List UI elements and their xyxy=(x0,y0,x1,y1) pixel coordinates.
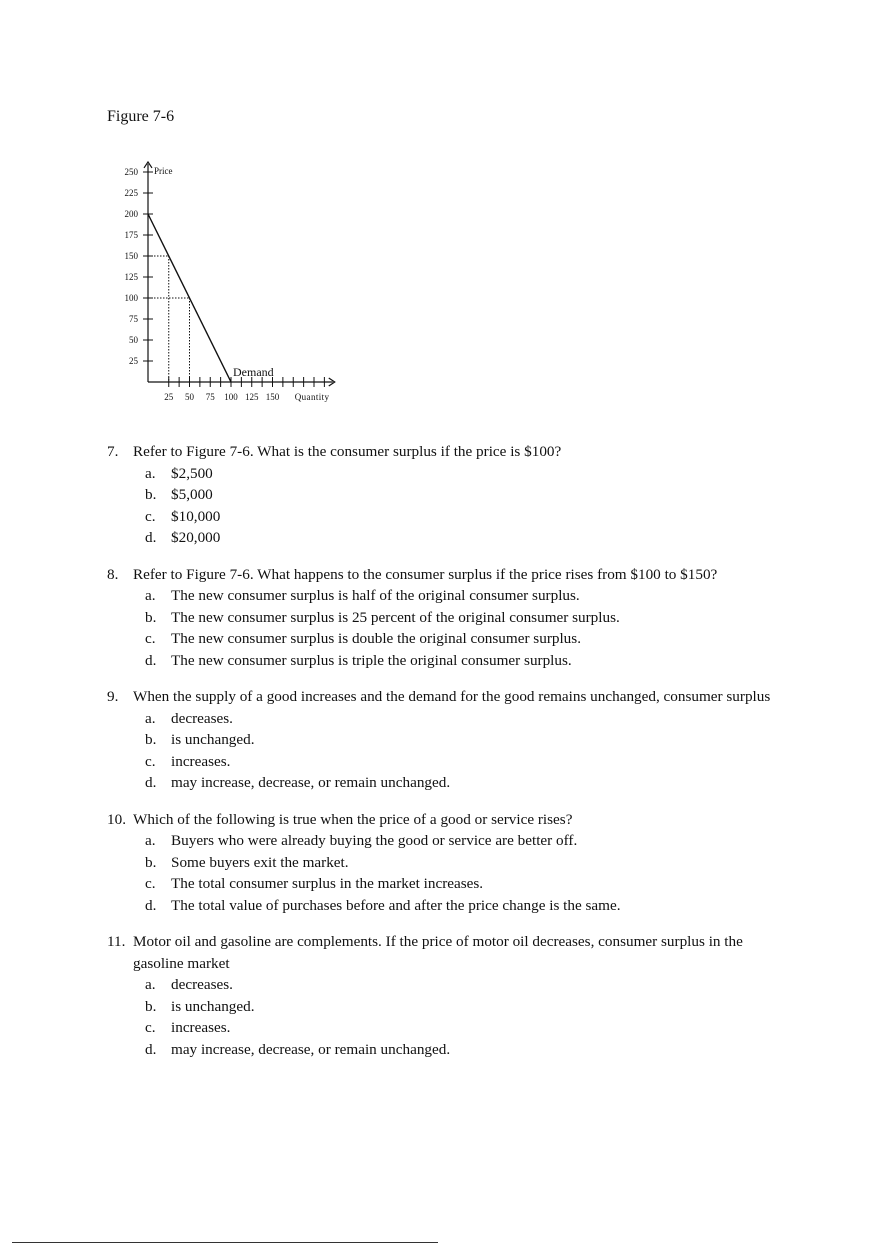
answer-option xyxy=(145,506,777,528)
question-9 xyxy=(107,686,777,794)
option-text: increases. xyxy=(171,752,231,770)
question-stem xyxy=(107,809,777,831)
answer-option xyxy=(145,708,777,730)
option-text: The new consumer surplus is double the original consumer surplus. xyxy=(171,630,581,647)
answer-options xyxy=(107,463,777,549)
option-letter: b. xyxy=(145,997,157,1015)
answer-options xyxy=(107,585,777,671)
y-tick-label: 175 xyxy=(124,230,138,240)
option-text: may increase, decrease, or remain unchanged. xyxy=(171,1040,451,1058)
question-text: Motor oil and gasoline are complements. If the price of motor oil decreases, consumer surplus in the gasoline market xyxy=(133,933,743,972)
option-letter: a. xyxy=(145,464,156,482)
y-axis-label: Price xyxy=(154,165,173,176)
demand-chart xyxy=(100,138,360,418)
option-text: increases. xyxy=(171,1019,231,1036)
answer-option xyxy=(145,830,777,852)
demand-label: Demand xyxy=(233,365,274,379)
option-text: The new consumer surplus is 25 percent of the original consumer surplus. xyxy=(171,608,620,626)
y-tick-label: 75 xyxy=(129,314,138,324)
option-letter: d. xyxy=(145,1040,157,1058)
question-number: 11. xyxy=(107,933,126,950)
option-text: is unchanged. xyxy=(171,997,255,1015)
answer-option xyxy=(145,1039,777,1061)
option-text: The total value of purchases before and after the price change is the same. xyxy=(171,896,621,914)
answer-option xyxy=(145,1017,777,1039)
question-number: 7. xyxy=(107,443,119,460)
answer-option xyxy=(145,974,777,996)
option-text: $2,500 xyxy=(171,464,213,482)
option-letter: d. xyxy=(145,529,157,546)
option-letter: a. xyxy=(145,709,156,727)
x-tick-label: 100 xyxy=(224,392,238,402)
answer-option xyxy=(145,873,777,895)
option-text: The new consumer surplus is triple the original consumer surplus. xyxy=(171,651,572,669)
option-text: $10,000 xyxy=(171,507,221,525)
option-letter: c. xyxy=(145,507,156,525)
answer-option xyxy=(145,772,777,794)
answer-option xyxy=(145,852,777,874)
answer-option xyxy=(145,996,777,1018)
answer-option xyxy=(145,628,777,650)
option-text: decreases. xyxy=(171,976,233,993)
y-tick-label: 150 xyxy=(124,251,138,261)
x-tick-label: 75 xyxy=(205,392,215,402)
option-text: decreases. xyxy=(171,709,233,727)
option-letter: a. xyxy=(145,976,156,993)
y-tick-label: 50 xyxy=(129,335,138,345)
y-tick-label: 200 xyxy=(124,209,138,219)
option-letter: c. xyxy=(145,875,156,892)
answer-options xyxy=(107,830,777,916)
answer-option xyxy=(145,484,777,506)
y-tick-label: 25 xyxy=(129,356,138,366)
option-letter: c. xyxy=(145,1019,156,1036)
option-letter: b. xyxy=(145,731,157,748)
question-text: Which of the following is true when the price of a good or service rises? xyxy=(133,810,573,828)
question-8 xyxy=(107,564,777,672)
x-axis-label: Quantity xyxy=(294,392,330,402)
option-text: The total consumer surplus in the market increases. xyxy=(171,875,484,892)
question-stem xyxy=(107,686,777,708)
question-text: Refer to Figure 7-6. What happens to the consumer surplus if the price rises from $100 to $150? xyxy=(133,565,718,583)
question-stem xyxy=(107,931,777,974)
answer-option xyxy=(145,527,777,549)
option-letter: c. xyxy=(145,752,156,770)
question-10 xyxy=(107,809,777,917)
question-stem xyxy=(107,441,777,463)
question-number: 9. xyxy=(107,688,119,705)
option-letter: a. xyxy=(145,832,156,849)
y-tick-label: 100 xyxy=(124,293,138,303)
question-stem xyxy=(107,564,777,586)
option-text: is unchanged. xyxy=(171,731,255,748)
option-letter: d. xyxy=(145,651,157,669)
option-letter: d. xyxy=(145,896,157,914)
option-text: $20,000 xyxy=(171,529,221,546)
answer-options xyxy=(107,708,777,794)
answer-option xyxy=(145,585,777,607)
x-tick-label: 150 xyxy=(265,392,280,402)
question-list xyxy=(107,441,777,1075)
question-text: When the supply of a good increases and the demand for the good remains unchanged, consumer surplus xyxy=(133,688,771,705)
question-text: Refer to Figure 7-6. What is the consumer surplus if the price is $100? xyxy=(133,443,562,460)
answer-option xyxy=(145,650,777,672)
x-tick-label: 125 xyxy=(245,392,259,402)
answer-option xyxy=(145,607,777,629)
y-tick-label: 225 xyxy=(124,188,138,198)
option-letter: b. xyxy=(145,608,157,626)
figure-label: Figure 7-6 xyxy=(107,108,175,125)
answer-option xyxy=(145,895,777,917)
question-11 xyxy=(107,931,777,1060)
question-number: 10. xyxy=(107,810,126,828)
y-tick-label: 125 xyxy=(124,272,138,282)
option-letter: d. xyxy=(145,774,157,791)
option-text: Buyers who were already buying the good or service are better off. xyxy=(171,832,578,849)
footer-rule xyxy=(12,1242,438,1243)
option-letter: c. xyxy=(145,630,156,647)
option-letter: a. xyxy=(145,587,156,604)
option-letter: b. xyxy=(145,853,157,871)
y-tick-label: 250 xyxy=(124,167,138,177)
question-number: 8. xyxy=(107,565,119,583)
option-text: The new consumer surplus is half of the original consumer surplus. xyxy=(171,587,580,604)
x-tick-label: 25 xyxy=(164,392,174,402)
option-text: $5,000 xyxy=(171,486,213,503)
answer-option xyxy=(145,463,777,485)
option-text: Some buyers exit the market. xyxy=(171,853,349,871)
answer-option xyxy=(145,729,777,751)
option-text: may increase, decrease, or remain unchanged. xyxy=(171,774,451,791)
answer-options xyxy=(107,974,777,1060)
answer-option xyxy=(145,751,777,773)
option-letter: b. xyxy=(145,486,157,503)
x-tick-label: 50 xyxy=(185,392,194,402)
question-7 xyxy=(107,441,777,549)
